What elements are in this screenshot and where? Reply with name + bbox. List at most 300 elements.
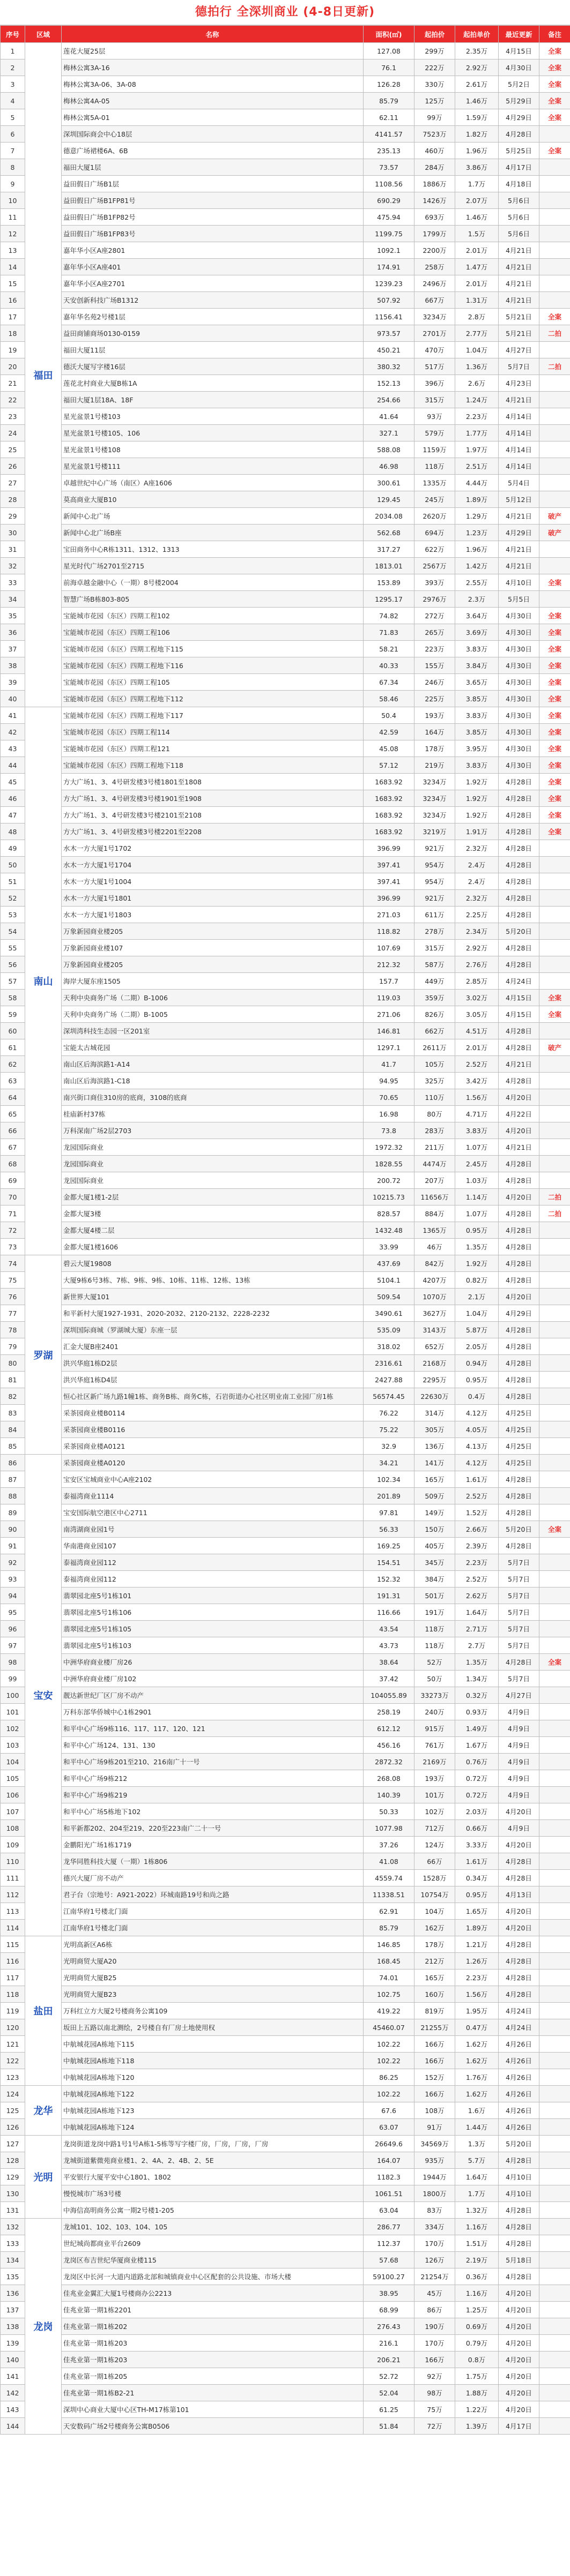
row-update-date: 4月28日: [499, 873, 539, 890]
table-row: [1, 857, 570, 873]
row-price: 299万: [414, 43, 455, 59]
table-row: [1, 292, 570, 309]
row-note: [539, 1621, 570, 1637]
row-unit-price: 1.22万: [455, 2401, 499, 2418]
row-unit-price: 2.4万: [455, 873, 499, 890]
row-name: 嘉年华名苑2号楼1层: [62, 309, 364, 325]
row-seq: 54: [1, 923, 25, 940]
row-seq: 61: [1, 1039, 25, 1056]
row-seq: 13: [1, 242, 25, 259]
row-area: 1828.55: [364, 1156, 414, 1172]
row-price: 283万: [414, 1122, 455, 1139]
row-name: 和平新村大厦1927-1931、2020-2032、2120-2132、2228-2232: [62, 1305, 364, 1322]
row-update-date: 4月29日: [499, 1305, 539, 1322]
row-area: 62.11: [364, 109, 414, 126]
row-area: 456.16: [364, 1737, 414, 1754]
row-note: 二拍: [539, 1205, 570, 1222]
row-seq: 99: [1, 1671, 25, 1687]
row-area: 828.57: [364, 1205, 414, 1222]
row-note: [539, 1870, 570, 1886]
row-area: 206.21: [364, 2352, 414, 2368]
row-seq: 136: [1, 2285, 25, 2302]
row-area: 396.99: [364, 840, 414, 857]
region-cell: 福田: [25, 43, 62, 707]
row-note: [539, 1172, 570, 1189]
row-area: 74.82: [364, 608, 414, 624]
table-row: [1, 2235, 570, 2252]
row-price: 278万: [414, 923, 455, 940]
row-note: [539, 126, 570, 143]
row-area: 102.34: [364, 1471, 414, 1488]
row-update-date: 4月28日: [499, 790, 539, 807]
row-seq: 44: [1, 757, 25, 774]
row-update-date: 5月25日: [499, 143, 539, 159]
row-price: 222万: [414, 59, 455, 76]
row-update-date: 5月6日: [499, 192, 539, 209]
row-name: 方大广场1、3、4号研发楼3号楼2201至2208: [62, 823, 364, 840]
row-price: 34569万: [414, 2136, 455, 2152]
row-update-date: 4月28日: [499, 940, 539, 956]
table-row: [1, 2268, 570, 2285]
table-row: [1, 740, 570, 757]
row-unit-price: 1.56万: [455, 1089, 499, 1106]
row-note: 全案: [539, 691, 570, 707]
row-update-date: 4月26日: [499, 2053, 539, 2069]
row-area: 85.79: [364, 1920, 414, 1936]
row-seq: 118: [1, 1986, 25, 2003]
row-price: 1944万: [414, 2169, 455, 2185]
table-row: [1, 2302, 570, 2318]
row-unit-price: 1.82万: [455, 126, 499, 143]
row-update-date: 4月15日: [499, 990, 539, 1006]
row-unit-price: 0.72万: [455, 1770, 499, 1787]
row-area: 268.08: [364, 1770, 414, 1787]
row-name: 福田大厦11层: [62, 342, 364, 358]
row-update-date: 4月30日: [499, 624, 539, 641]
row-seq: 76: [1, 1289, 25, 1305]
row-note: [539, 2368, 570, 2385]
row-unit-price: 3.83万: [455, 641, 499, 657]
row-note: 全案: [539, 624, 570, 641]
row-unit-price: 1.96万: [455, 143, 499, 159]
row-unit-price: 2.61万: [455, 76, 499, 93]
row-note: [539, 1886, 570, 1903]
row-update-date: 4月28日: [499, 1355, 539, 1372]
row-name: 和平中心广场5栋地下102: [62, 1803, 364, 1820]
row-update-date: 4月24日: [499, 2019, 539, 2036]
row-unit-price: 1.29万: [455, 508, 499, 525]
row-name: 天安创新科技广场B1312: [62, 292, 364, 309]
row-price: 141万: [414, 1455, 455, 1471]
row-note: [539, 2102, 570, 2119]
row-name: 恒心社区新广场九路1幢1栋、商务B栋、商务C栋，石岩街道办心社区明业南工业园厂房1栋: [62, 1388, 364, 1405]
row-name: 金都大厦1楼1-2层: [62, 1189, 364, 1205]
row-seq: 129: [1, 2169, 25, 2185]
row-note: [539, 1853, 570, 1870]
row-area: 46.98: [364, 458, 414, 475]
table-row: [1, 1953, 570, 1970]
table-row: [1, 1654, 570, 1671]
table-row: [1, 2318, 570, 2335]
row-unit-price: 1.16万: [455, 2219, 499, 2235]
row-unit-price: 1.39万: [455, 2418, 499, 2435]
table-row: [1, 1355, 570, 1372]
row-name: 深圳中心商业大厦中心区TH-M17栋第101: [62, 2401, 364, 2418]
row-name: 宝能城市花园（东区）四期工程121: [62, 740, 364, 757]
row-note: [539, 1920, 570, 1936]
row-unit-price: 2.01万: [455, 1039, 499, 1056]
row-update-date: 4月28日: [499, 890, 539, 907]
header-unit-price: 起拍单价: [455, 26, 499, 43]
row-seq: 71: [1, 1205, 25, 1222]
row-price: 284万: [414, 159, 455, 176]
row-seq: 6: [1, 126, 25, 143]
row-area: 450.21: [364, 342, 414, 358]
row-unit-price: 3.83万: [455, 707, 499, 724]
row-name: 益田假日广场B1FP83号: [62, 226, 364, 242]
row-unit-price: 2.03万: [455, 1803, 499, 1820]
row-update-date: 4月28日: [499, 1222, 539, 1239]
table-row: [1, 2418, 570, 2435]
row-seq: 97: [1, 1637, 25, 1654]
row-note: 全案: [539, 790, 570, 807]
row-seq: 72: [1, 1222, 25, 1239]
row-name: 采茶园商业楼B0116: [62, 1421, 364, 1438]
row-note: [539, 176, 570, 192]
row-price: 118万: [414, 1637, 455, 1654]
row-unit-price: 3.65万: [455, 674, 499, 691]
row-note: [539, 1156, 570, 1172]
row-update-date: 4月28日: [499, 1388, 539, 1405]
row-seq: 105: [1, 1770, 25, 1787]
table-row: [1, 2136, 570, 2152]
row-unit-price: 1.92万: [455, 790, 499, 807]
row-update-date: 4月28日: [499, 1073, 539, 1089]
row-update-date: 4月15日: [499, 1006, 539, 1023]
row-area: 57.68: [364, 2252, 414, 2268]
row-area: 76.22: [364, 1405, 414, 1421]
row-seq: 56: [1, 956, 25, 973]
row-note: [539, 857, 570, 873]
row-seq: 82: [1, 1388, 25, 1405]
row-price: 694万: [414, 525, 455, 541]
row-unit-price: 1.16万: [455, 2285, 499, 2302]
row-unit-price: 0.66万: [455, 1820, 499, 1837]
row-name: 深圳湾科技生态园一区201室: [62, 1023, 364, 1039]
row-seq: 123: [1, 2069, 25, 2086]
row-name: 金鹏阳光广场1栋1719: [62, 1837, 364, 1853]
row-price: 509万: [414, 1488, 455, 1504]
row-price: 149万: [414, 1504, 455, 1521]
row-area: 34.21: [364, 1455, 414, 1471]
row-note: [539, 292, 570, 309]
row-seq: 38: [1, 657, 25, 674]
row-price: 315万: [414, 940, 455, 956]
row-area: 168.45: [364, 1953, 414, 1970]
row-unit-price: 2.52万: [455, 1056, 499, 1073]
table-row: [1, 1720, 570, 1737]
row-note: [539, 425, 570, 441]
row-seq: 121: [1, 2036, 25, 2053]
table-row: [1, 1687, 570, 1704]
row-name: 中洲华府商业楼厂房102: [62, 1671, 364, 1687]
row-area: 37.26: [364, 1837, 414, 1853]
row-seq: 90: [1, 1521, 25, 1538]
row-note: [539, 558, 570, 574]
row-name: 翡翠园北座5号1栋105: [62, 1621, 364, 1637]
row-area: 2872.32: [364, 1754, 414, 1770]
row-area: 102.22: [364, 2036, 414, 2053]
row-area: 201.89: [364, 1488, 414, 1504]
row-price: 842万: [414, 1255, 455, 1272]
region-cell: 南山: [25, 707, 62, 1255]
row-seq: 16: [1, 292, 25, 309]
row-update-date: 4月17日: [499, 2418, 539, 2435]
table-row: [1, 2401, 570, 2418]
row-area: 191.31: [364, 1587, 414, 1604]
row-price: 3234万: [414, 790, 455, 807]
row-name: 泰福湾商业园112: [62, 1554, 364, 1571]
row-note: [539, 1837, 570, 1853]
row-seq: 14: [1, 259, 25, 275]
row-unit-price: 1.7万: [455, 176, 499, 192]
row-area: 76.1: [364, 59, 414, 76]
table-row: [1, 973, 570, 990]
row-area: 37.42: [364, 1671, 414, 1687]
row-name: 嘉年华小区A座401: [62, 259, 364, 275]
row-update-date: 4月28日: [499, 1156, 539, 1172]
row-note: [539, 973, 570, 990]
row-name: 采茶园商业楼A0120: [62, 1455, 364, 1471]
row-unit-price: 0.82万: [455, 1272, 499, 1289]
row-area: 200.72: [364, 1172, 414, 1189]
row-unit-price: 2.77万: [455, 325, 499, 342]
row-price: 2701万: [414, 325, 455, 342]
row-name: 中航城花园A栋地下124: [62, 2119, 364, 2136]
row-name: 莫高商业大厦B10: [62, 491, 364, 508]
row-price: 449万: [414, 973, 455, 990]
row-name: 中海信高明商务公寓一期2号楼1-205: [62, 2202, 364, 2219]
row-price: 3143万: [414, 1322, 455, 1338]
row-name: 君子台（宗地号：A921-2022）环城南路19号和尚之路: [62, 1886, 364, 1903]
row-note: [539, 940, 570, 956]
table-row: [1, 823, 570, 840]
row-name: 宝安国际航空港区中心2711: [62, 1504, 364, 1521]
row-seq: 140: [1, 2352, 25, 2368]
row-name: 德兴大厦厂房不动产: [62, 1870, 364, 1886]
row-name: 宝田商务中心R栋1311、1312、1313: [62, 541, 364, 558]
row-name: 泰福湾商业园112: [62, 1571, 364, 1587]
row-note: 全案: [539, 608, 570, 624]
row-price: 193万: [414, 1770, 455, 1787]
row-price: 219万: [414, 757, 455, 774]
row-price: 99万: [414, 109, 455, 126]
row-note: 全案: [539, 807, 570, 823]
table-row: [1, 1289, 570, 1305]
row-price: 1159万: [414, 441, 455, 458]
row-unit-price: 0.69万: [455, 2318, 499, 2335]
table-row: [1, 1006, 570, 1023]
row-seq: 100: [1, 1687, 25, 1704]
row-price: 225万: [414, 691, 455, 707]
row-note: [539, 1770, 570, 1787]
table-body: [1, 43, 570, 2435]
table-row: [1, 1571, 570, 1587]
row-name: 益田假日广场B1FP81号: [62, 192, 364, 209]
row-seq: 57: [1, 973, 25, 990]
row-unit-price: 0.36万: [455, 2268, 499, 2285]
row-seq: 120: [1, 2019, 25, 2036]
row-note: [539, 2069, 570, 2086]
row-name: 深圳国际商城（罗湖城大厦）东座一层: [62, 1322, 364, 1338]
row-name: 靓达新世纪厂区厂房不动产: [62, 1687, 364, 1704]
row-area: 50.33: [364, 1803, 414, 1820]
row-name: 水木一方大厦1号1004: [62, 873, 364, 890]
table-row: [1, 159, 570, 176]
row-seq: 128: [1, 2152, 25, 2169]
row-price: 105万: [414, 1056, 455, 1073]
row-seq: 46: [1, 790, 25, 807]
row-unit-price: 2.51万: [455, 458, 499, 475]
row-seq: 116: [1, 1953, 25, 1970]
row-unit-price: 1.56万: [455, 1986, 499, 2003]
row-update-date: 4月9日: [499, 1820, 539, 1837]
row-area: 67.6: [364, 2102, 414, 2119]
row-seq: 68: [1, 1156, 25, 1172]
row-note: [539, 441, 570, 458]
row-unit-price: 1.6万: [455, 2102, 499, 2119]
row-update-date: 4月10日: [499, 574, 539, 591]
table-row: [1, 226, 570, 242]
row-area: 102.75: [364, 1986, 414, 2003]
row-unit-price: 1.64万: [455, 2169, 499, 2185]
row-area: 10215.73: [364, 1189, 414, 1205]
row-area: 1297.1: [364, 1039, 414, 1056]
row-update-date: 5月20日: [499, 2136, 539, 2152]
row-seq: 101: [1, 1704, 25, 1720]
row-seq: 69: [1, 1172, 25, 1189]
row-seq: 31: [1, 541, 25, 558]
row-name: 龙岗区布吉世纪华厦商业楼115: [62, 2252, 364, 2268]
row-price: 384万: [414, 1571, 455, 1587]
row-name: 南山区后海滨路1-C18: [62, 1073, 364, 1089]
row-update-date: 4月28日: [499, 1372, 539, 1388]
row-price: 652万: [414, 1338, 455, 1355]
row-name: 和平中心广场9栋212: [62, 1770, 364, 1787]
row-seq: 125: [1, 2102, 25, 2119]
row-update-date: 4月20日: [499, 1837, 539, 1853]
row-seq: 95: [1, 1604, 25, 1621]
row-price: 2169万: [414, 1754, 455, 1770]
row-note: [539, 1720, 570, 1737]
row-price: 921万: [414, 840, 455, 857]
row-unit-price: 1.92万: [455, 774, 499, 790]
row-price: 826万: [414, 1006, 455, 1023]
row-update-date: 5月2日: [499, 76, 539, 93]
table-row: [1, 641, 570, 657]
row-name: 星光时代广场2701至2715: [62, 558, 364, 574]
table-row: [1, 757, 570, 774]
row-seq: 143: [1, 2401, 25, 2418]
row-area: 112.37: [364, 2235, 414, 2252]
row-update-date: 5月20日: [499, 1521, 539, 1538]
row-note: [539, 2285, 570, 2302]
row-update-date: 4月25日: [499, 1405, 539, 1421]
row-unit-price: 2.4万: [455, 857, 499, 873]
row-update-date: 5月7日: [499, 1671, 539, 1687]
row-unit-price: 1.62万: [455, 2086, 499, 2102]
row-note: 全案: [539, 43, 570, 59]
table-row: [1, 1787, 570, 1803]
row-unit-price: 1.26万: [455, 1953, 499, 1970]
table-row: [1, 2053, 570, 2069]
table-row: [1, 143, 570, 159]
row-unit-price: 2.3万: [455, 591, 499, 608]
row-area: 41.08: [364, 1853, 414, 1870]
row-note: 全案: [539, 109, 570, 126]
row-area: 152.13: [364, 375, 414, 392]
row-name: 中洲华府商业楼厂房26: [62, 1654, 364, 1671]
row-unit-price: 2.05万: [455, 1338, 499, 1355]
table-row: [1, 541, 570, 558]
row-unit-price: 1.5万: [455, 226, 499, 242]
row-note: [539, 2302, 570, 2318]
row-area: 56.33: [364, 1521, 414, 1538]
row-area: 327.1: [364, 425, 414, 441]
row-note: [539, 375, 570, 392]
row-area: 154.51: [364, 1554, 414, 1571]
row-name: 龙城101、102、103、104、105: [62, 2219, 364, 2235]
row-name: 汇金大厦B座2401: [62, 1338, 364, 1355]
row-note: [539, 2019, 570, 2036]
row-unit-price: 3.84万: [455, 657, 499, 674]
row-note: [539, 1604, 570, 1621]
row-unit-price: 1.14万: [455, 1189, 499, 1205]
row-note: [539, 275, 570, 292]
row-name: 前海卓越金融中心（一期）8号楼2004: [62, 574, 364, 591]
row-unit-price: 0.94万: [455, 1355, 499, 1372]
row-price: 150万: [414, 1521, 455, 1538]
table-row: [1, 242, 570, 259]
row-area: 68.99: [364, 2302, 414, 2318]
row-price: 193万: [414, 707, 455, 724]
row-area: 254.66: [364, 392, 414, 408]
row-price: 1426万: [414, 192, 455, 209]
row-unit-price: 2.1万: [455, 1289, 499, 1305]
row-name: 梅林公寓3A-06、3A-08: [62, 76, 364, 93]
row-note: [539, 1289, 570, 1305]
region-cell: 宝安: [25, 1455, 62, 1936]
row-unit-price: 1.89万: [455, 1920, 499, 1936]
row-update-date: 4月28日: [499, 2202, 539, 2219]
row-price: 155万: [414, 657, 455, 674]
row-area: 51.84: [364, 2418, 414, 2435]
table-row: [1, 2385, 570, 2401]
table-row: [1, 1621, 570, 1637]
row-name: 龙城街道紫微苑商业楼1、2、4A、2、4B、2、5E: [62, 2152, 364, 2169]
row-name: 江南华府1号楼北门面: [62, 1903, 364, 1920]
row-seq: 135: [1, 2268, 25, 2285]
row-update-date: 4月21日: [499, 242, 539, 259]
row-unit-price: 0.34万: [455, 1870, 499, 1886]
row-price: 104万: [414, 1903, 455, 1920]
row-name: 佳兆业第一期1栋203: [62, 2352, 364, 2368]
table-row: [1, 408, 570, 425]
row-area: 38.64: [364, 1654, 414, 1671]
row-note: [539, 458, 570, 475]
row-update-date: 4月20日: [499, 1089, 539, 1106]
row-unit-price: 0.8万: [455, 2352, 499, 2368]
